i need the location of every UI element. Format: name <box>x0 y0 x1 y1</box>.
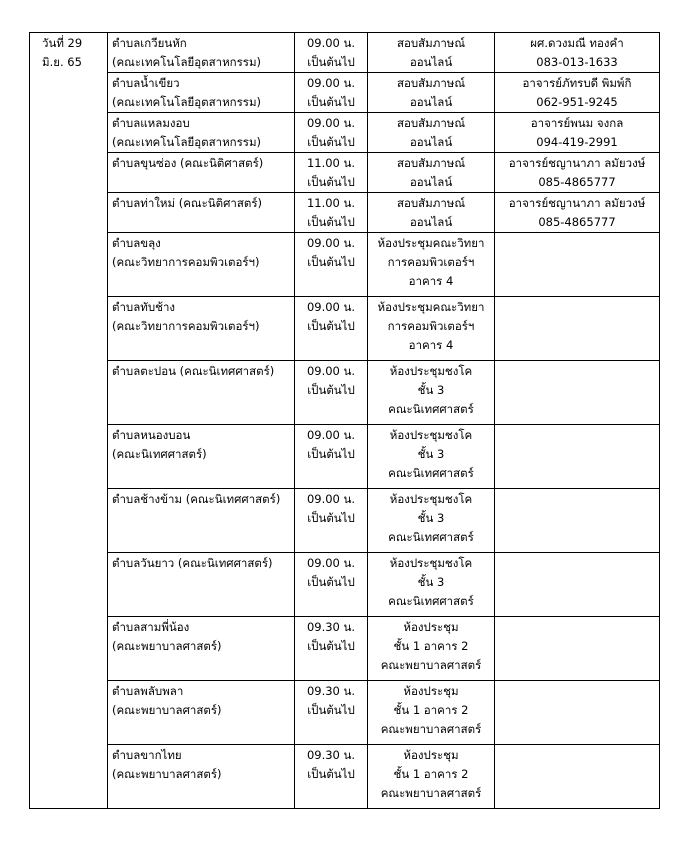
table-row <box>30 33 660 73</box>
subdistrict-cell <box>108 681 295 745</box>
place-text: การคอมพิวเตอร์ฯ <box>387 255 475 269</box>
date-cell <box>30 617 108 681</box>
contact-text: 085-4865777 <box>538 215 616 229</box>
place-text: สอบสัมภาษณ์ <box>396 196 466 210</box>
table-row <box>30 73 660 113</box>
contact-text: อาจารย์พนม จงกล <box>530 116 624 130</box>
subdistrict-text: (คณะเทคโนโลยีอุตสาหกรรม) <box>112 135 262 149</box>
subdistrict-text: ตำบลทับช้าง <box>112 300 176 314</box>
subdistrict-text: (คณะพยาบาลศาสตร์) <box>112 639 222 653</box>
place-cell <box>368 489 495 553</box>
contact-text: 085-4865777 <box>538 175 616 189</box>
place-text: คณะพยาบาลศาสตร์ <box>380 658 482 672</box>
time-text: เป็นต้นไป <box>307 319 355 333</box>
place-text: ออนไลน์ <box>409 135 453 149</box>
place-cell <box>368 193 495 233</box>
subdistrict-text: ตำบลขากไทย <box>112 748 182 762</box>
contact-text: 094-419-2991 <box>536 135 618 149</box>
time-text: 09.00 น. <box>306 428 356 442</box>
subdistrict-text: ตำบลท่าใหม่ (คณะนิติศาสตร์) <box>112 196 263 210</box>
date-cell <box>30 153 108 193</box>
place-cell <box>368 361 495 425</box>
place-cell <box>368 233 495 297</box>
place-text: ชั้น 1 อาคาร 2 <box>393 639 469 653</box>
contact-cell <box>495 489 660 553</box>
time-text: เป็นต้นไป <box>307 703 355 717</box>
date-cell <box>30 113 108 153</box>
subdistrict-cell <box>108 153 295 193</box>
subdistrict-text: (คณะพยาบาลศาสตร์) <box>112 767 222 781</box>
place-cell <box>368 617 495 681</box>
table-row <box>30 425 660 489</box>
subdistrict-text: ตำบลขลุง <box>112 236 161 250</box>
place-text: ห้องประชุมชงโค <box>389 492 473 506</box>
place-text: ชั้น 3 <box>417 383 445 397</box>
time-cell <box>295 297 368 361</box>
time-cell <box>295 73 368 113</box>
place-text: คณะนิเทศศาสตร์ <box>388 402 474 416</box>
time-text: 09.30 น. <box>306 684 356 698</box>
subdistrict-text: ตำบลตะปอน (คณะนิเทศศาสตร์) <box>112 364 275 378</box>
time-cell <box>295 681 368 745</box>
place-text: ออนไลน์ <box>409 215 453 229</box>
time-text: 09.30 น. <box>306 748 356 762</box>
subdistrict-text: ตำบลหนองบอน <box>112 428 191 442</box>
date-cell <box>30 361 108 425</box>
time-text: 09.00 น. <box>306 36 356 50</box>
table-row <box>30 233 660 297</box>
subdistrict-text: ตำบลขุนซ่อง (คณะนิติศาสตร์) <box>112 156 264 170</box>
time-text: เป็นต้นไป <box>307 511 355 525</box>
subdistrict-cell <box>108 193 295 233</box>
contact-cell <box>495 193 660 233</box>
place-text: สอบสัมภาษณ์ <box>396 156 466 170</box>
time-cell <box>295 113 368 153</box>
time-cell <box>295 33 368 73</box>
place-cell <box>368 297 495 361</box>
contact-text: อาจารย์ภัทรบดี พิมพ์กิ <box>522 76 632 90</box>
place-text: สอบสัมภาษณ์ <box>396 116 466 130</box>
time-cell <box>295 553 368 617</box>
place-text: ห้องประชุมคณะวิทยา <box>377 300 485 314</box>
subdistrict-text: (คณะพยาบาลศาสตร์) <box>112 703 222 717</box>
contact-text: อาจารย์ชญานาภา ลมัยวงษ์ <box>508 156 646 170</box>
schedule-table <box>29 32 660 809</box>
place-text: ห้องประชุมชงโค <box>389 428 473 442</box>
time-cell <box>295 745 368 809</box>
subdistrict-cell <box>108 361 295 425</box>
place-text: ออนไลน์ <box>409 95 453 109</box>
time-text: เป็นต้นไป <box>307 95 355 109</box>
contact-cell <box>495 297 660 361</box>
place-cell <box>368 745 495 809</box>
place-cell <box>368 153 495 193</box>
time-text: เป็นต้นไป <box>307 447 355 461</box>
time-cell <box>295 361 368 425</box>
time-cell <box>295 425 368 489</box>
subdistrict-text: ตำบลน้ำเขียว <box>112 76 180 90</box>
contact-cell <box>495 33 660 73</box>
date-cell <box>30 33 108 73</box>
time-text: เป็นต้นไป <box>307 135 355 149</box>
place-text: ชั้น 3 <box>417 511 445 525</box>
place-text: ชั้น 3 <box>417 447 445 461</box>
time-text: เป็นต้นไป <box>307 767 355 781</box>
contact-cell <box>495 553 660 617</box>
subdistrict-cell <box>108 553 295 617</box>
place-cell <box>368 681 495 745</box>
time-text: 09.30 น. <box>306 620 356 634</box>
place-cell <box>368 73 495 113</box>
place-text: ออนไลน์ <box>409 175 453 189</box>
time-text: เป็นต้นไป <box>307 383 355 397</box>
place-text: ห้องประชุม <box>403 684 459 698</box>
subdistrict-text: (คณะเทคโนโลยีอุตสาหกรรม) <box>112 55 262 69</box>
place-text: คณะพยาบาลศาสตร์ <box>380 786 482 800</box>
subdistrict-text: ตำบลพลับพลา <box>112 684 184 698</box>
table-row <box>30 297 660 361</box>
contact-text: 083-013-1633 <box>536 55 618 69</box>
subdistrict-text: (คณะเทคโนโลยีอุตสาหกรรม) <box>112 95 262 109</box>
date-cell <box>30 193 108 233</box>
place-text: ห้องประชุมคณะวิทยา <box>377 236 485 250</box>
subdistrict-text: ตำบลช้างข้าม (คณะนิเทศศาสตร์) <box>112 492 281 506</box>
place-cell <box>368 425 495 489</box>
place-cell <box>368 33 495 73</box>
contact-cell <box>495 681 660 745</box>
time-text: 09.00 น. <box>306 236 356 250</box>
time-text: 09.00 น. <box>306 492 356 506</box>
subdistrict-cell <box>108 113 295 153</box>
place-text: อาคาร 4 <box>408 274 454 288</box>
place-text: ห้องประชุมชงโค <box>389 364 473 378</box>
contact-cell <box>495 745 660 809</box>
place-cell <box>368 113 495 153</box>
subdistrict-cell <box>108 745 295 809</box>
time-text: 09.00 น. <box>306 364 356 378</box>
subdistrict-cell <box>108 73 295 113</box>
place-text: ห้องประชุม <box>403 620 459 634</box>
table-row <box>30 681 660 745</box>
subdistrict-text: (คณะนิเทศศาสตร์) <box>112 447 207 461</box>
subdistrict-text: ตำบลเกวียนหัก <box>112 36 187 50</box>
table-row <box>30 113 660 153</box>
time-text: เป็นต้นไป <box>307 55 355 69</box>
table-row <box>30 489 660 553</box>
date-cell <box>30 425 108 489</box>
contact-cell <box>495 73 660 113</box>
place-text: ชั้น 1 อาคาร 2 <box>393 767 469 781</box>
subdistrict-cell <box>108 233 295 297</box>
subdistrict-cell <box>108 425 295 489</box>
schedule-body <box>30 33 660 809</box>
table-row <box>30 745 660 809</box>
contact-cell <box>495 425 660 489</box>
table-row <box>30 193 660 233</box>
date-cell <box>30 681 108 745</box>
time-cell <box>295 489 368 553</box>
table-row <box>30 553 660 617</box>
place-text: ห้องประชุม <box>403 748 459 762</box>
time-cell <box>295 153 368 193</box>
date-cell <box>30 489 108 553</box>
date-cell <box>30 233 108 297</box>
time-cell <box>295 233 368 297</box>
subdistrict-cell <box>108 297 295 361</box>
place-text: คณะนิเทศศาสตร์ <box>388 530 474 544</box>
table-row <box>30 153 660 193</box>
time-text: 09.00 น. <box>306 556 356 570</box>
subdistrict-text: ตำบลแหลมงอบ <box>112 116 190 130</box>
time-text: เป็นต้นไป <box>307 255 355 269</box>
time-text: 09.00 น. <box>306 116 356 130</box>
place-text: การคอมพิวเตอร์ฯ <box>387 319 475 333</box>
place-text: คณะนิเทศศาสตร์ <box>388 466 474 480</box>
time-cell <box>295 193 368 233</box>
date-cell <box>30 745 108 809</box>
date-cell <box>30 553 108 617</box>
place-text: สอบสัมภาษณ์ <box>396 76 466 90</box>
time-text: 11.00 น. <box>306 196 356 210</box>
place-text: คณะพยาบาลศาสตร์ <box>380 722 482 736</box>
contact-text: 062-951-9245 <box>536 95 618 109</box>
subdistrict-cell <box>108 617 295 681</box>
place-text: ชั้น 1 อาคาร 2 <box>393 703 469 717</box>
subdistrict-cell <box>108 489 295 553</box>
place-text: ชั้น 3 <box>417 575 445 589</box>
subdistrict-text: ตำบลวันยาว (คณะนิเทศศาสตร์) <box>112 556 273 570</box>
time-text: 09.00 น. <box>306 300 356 314</box>
contact-cell <box>495 153 660 193</box>
contact-cell <box>495 361 660 425</box>
subdistrict-text: (คณะวิทยาการคอมพิวเตอร์ฯ) <box>112 255 260 269</box>
time-text: 11.00 น. <box>306 156 356 170</box>
contact-cell <box>495 233 660 297</box>
contact-text: อาจารย์ชญานาภา ลมัยวงษ์ <box>508 196 646 210</box>
date-text: มิ.ย. 65 <box>42 55 82 69</box>
place-text: ออนไลน์ <box>409 55 453 69</box>
table-row <box>30 361 660 425</box>
time-text: เป็นต้นไป <box>307 215 355 229</box>
place-text: คณะนิเทศศาสตร์ <box>388 594 474 608</box>
place-text: ห้องประชุมชงโค <box>389 556 473 570</box>
time-text: 09.00 น. <box>306 76 356 90</box>
subdistrict-cell <box>108 33 295 73</box>
contact-cell <box>495 617 660 681</box>
contact-cell <box>495 113 660 153</box>
date-cell <box>30 297 108 361</box>
time-text: เป็นต้นไป <box>307 575 355 589</box>
place-cell <box>368 553 495 617</box>
table-row <box>30 617 660 681</box>
time-cell <box>295 617 368 681</box>
subdistrict-text: (คณะวิทยาการคอมพิวเตอร์ฯ) <box>112 319 260 333</box>
place-text: อาคาร 4 <box>408 338 454 352</box>
place-text: สอบสัมภาษณ์ <box>396 36 466 50</box>
subdistrict-text: ตำบลสามพี่น้อง <box>112 620 190 634</box>
date-text: วันที่ 29 <box>42 36 83 50</box>
time-text: เป็นต้นไป <box>307 639 355 653</box>
time-text: เป็นต้นไป <box>307 175 355 189</box>
contact-text: ผศ.ดวงมณี ทองคำ <box>530 36 624 50</box>
date-cell <box>30 73 108 113</box>
